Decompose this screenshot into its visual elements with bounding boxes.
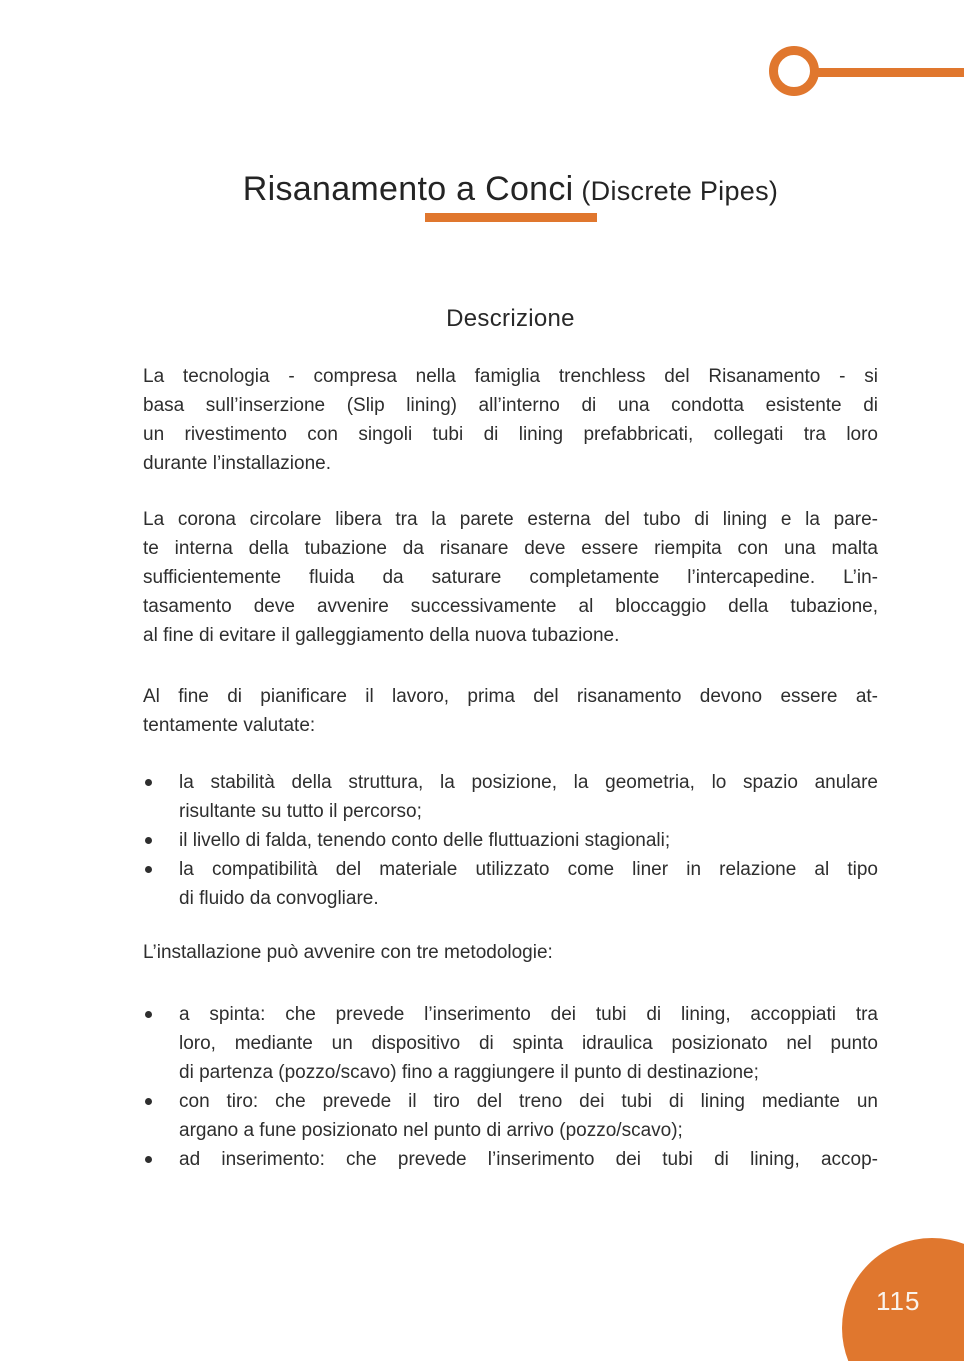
text-line: durante l’installazione.: [143, 453, 332, 474]
text-line: ad inserimento: che prevede l’inserimento dei tubi di lining, accop-: [179, 1149, 878, 1170]
text-line: di fluido da convogliare.: [179, 888, 379, 909]
text-line: tentamente valutate:: [143, 715, 316, 736]
list-item: [143, 1145, 878, 1174]
text-line: risultante su tutto il percorso;: [179, 801, 422, 822]
text-line: tasamento deve avvenire successivamente al bloccaggio della tubazione,: [143, 596, 878, 617]
bullet-list: [143, 768, 878, 913]
section-heading: Descrizione: [446, 305, 575, 332]
text-line: basa sull’inserzione (Slip lining) all’interno di una condotta esistente di: [143, 395, 878, 416]
bullet-icon: [145, 1098, 152, 1105]
list-item-text: [179, 826, 878, 855]
paragraph: [143, 362, 878, 478]
text-line: Al fine di pianificare il lavoro, prima del risanamento devono essere at-: [143, 686, 878, 707]
text-line: loro, mediante un dispositivo di spinta idraulica posizionato nel punto: [179, 1033, 878, 1054]
text-line: con tiro: che prevede il tiro del treno dei tubi di lining mediante un: [179, 1091, 878, 1112]
page-title: [143, 167, 878, 213]
list-item: [143, 855, 878, 913]
list-item: [143, 1000, 878, 1087]
text-line: il livello di falda, tenendo conto delle fluttuazioni stagionali;: [179, 830, 671, 851]
paragraph: [143, 505, 878, 650]
page-title-suffix: (Discrete Pipes): [573, 176, 779, 206]
text-line: L’installazione può avvenire con tre metodologie:: [143, 942, 553, 963]
list-item-text: [179, 1145, 878, 1174]
list-item: [143, 826, 878, 855]
text-line: un rivestimento con singoli tubi di lining prefabbricati, collegati tra loro: [143, 424, 878, 445]
bullet-icon: [145, 837, 152, 844]
list-item-text: [179, 855, 878, 913]
text-line: La tecnologia - compresa nella famiglia trenchless del Risanamento - si: [143, 366, 878, 387]
paragraph: [143, 682, 878, 740]
page-number-badge: [842, 1238, 964, 1361]
text-line: la compatibilità del materiale utilizzato come liner in relazione al tipo: [179, 859, 878, 880]
bullet-list: [143, 1000, 878, 1174]
list-item-text: [179, 768, 878, 826]
list-item-text: [179, 1087, 878, 1145]
bullet-icon: [145, 1156, 152, 1163]
text-line: a spinta: che prevede l’inserimento dei tubi di lining, accoppiati tra: [179, 1004, 878, 1025]
text-line: sufficientemente fluida da saturare completamente l’intercapedine. L’in-: [143, 567, 878, 588]
text-line: argano a fune posizionato nel punto di arrivo (pozzo/scavo);: [179, 1120, 683, 1141]
list-item: [143, 1087, 878, 1145]
paragraph: [143, 938, 878, 967]
bullet-icon: [145, 866, 152, 873]
page-number: 115: [876, 1286, 921, 1316]
text-line: al fine di evitare il galleggiamento della nuova tubazione.: [143, 625, 620, 646]
text-line: di partenza (pozzo/scavo) fino a raggiungere il punto di destinazione;: [179, 1062, 759, 1083]
list-item-text: [179, 1000, 878, 1087]
page-title-main: Risanamento a Conci: [242, 170, 574, 208]
bullet-icon: [145, 1011, 152, 1018]
title-underline: [425, 213, 597, 222]
list-item: [143, 768, 878, 826]
text-line: La corona circolare libera tra la parete esterna del tubo di lining e la pare-: [143, 509, 878, 530]
circle-ornament-icon: [769, 46, 819, 96]
ornament-rule: [818, 68, 964, 77]
text-line: la stabilità della struttura, la posizione, la geometria, lo spazio anulare: [179, 772, 878, 793]
text-line: te interna della tubazione da risanare deve essere riempita con una malta: [143, 538, 878, 559]
bullet-icon: [145, 779, 152, 786]
